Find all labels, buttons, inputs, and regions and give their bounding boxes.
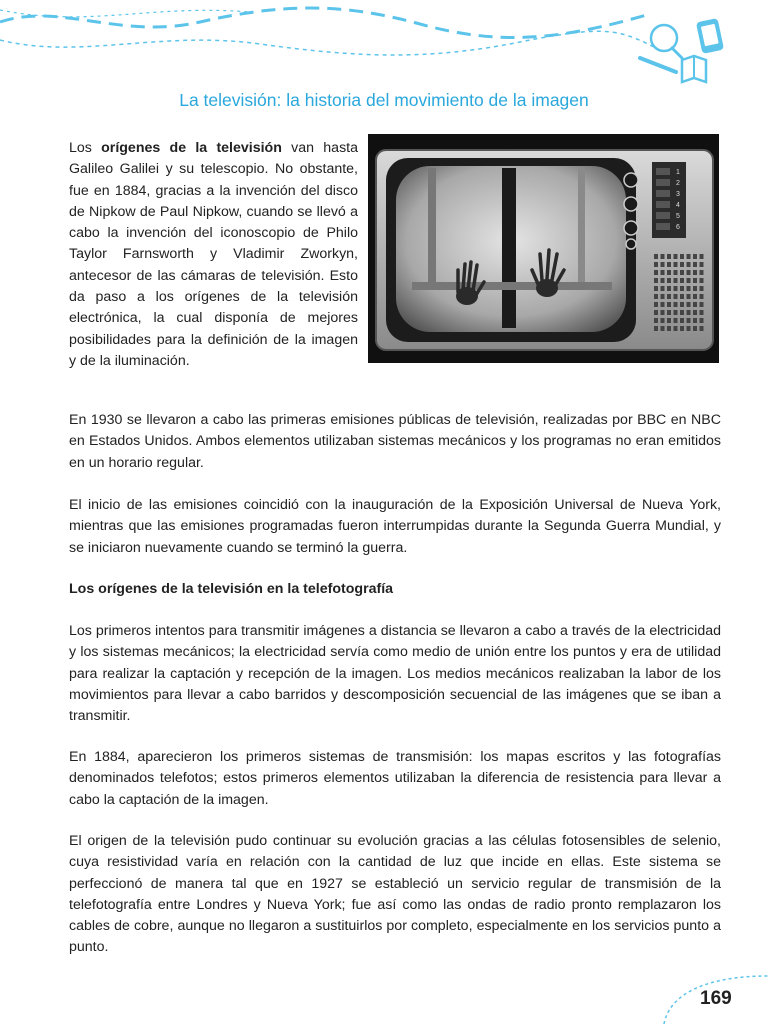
paragraph: El inicio de las emisiones coincidió con la inauguración de la Exposición Universal de Nueva York, mientras que las emisiones programadas fueron interrumpidas durante la Segunda Guerra Mundial, y se iniciaron nuevamente cuando se terminó la guerra. (69, 497, 721, 556)
intro-lead: Los (69, 140, 102, 156)
phone-icon (696, 18, 724, 54)
intro-rest: van hasta Galileo Galilei y su telescopio. No obstante, fue en 1884, gracias a la invención del disco de Nipkow de Paul Nipkow, cuando se llevó a cabo la invención del iconoscopio de Philo Taylor Farnsworth y Vladimir Zworkyn, antecesor de las cámaras de televisión. Esto da paso a los orígenes de la televisión electrónica, la cual disponía de mejores posibilidades para la definición de la imagen y de la iluminación. (69, 140, 358, 369)
section-subheading: Los orígenes de la televisión en la telefotografía (69, 581, 394, 597)
paragraph: El origen de la televisión pudo continuar su evolución gracias a las células fotosensibles de selenio, cuya resistividad varía en relación con la cantidad de luz que incide en ellas. Este sistema se perfeccionó de manera tal que en 1927 se estableció un servicio regular de transmisión de la telefotografía entre Londres y Nueva York; fue así como las ondas de radio pronto remplazaron los cables de cobre, aunque no llegaron a sustituirlos por completo, especialmente en los servicios punto a punto. (69, 833, 721, 956)
page-number: 169 (700, 988, 732, 1009)
book-icon (682, 56, 706, 82)
tv-channel-label: 1 (676, 169, 680, 176)
tv-channel-label: 5 (676, 213, 680, 220)
tv-channel-label: 3 (676, 191, 680, 198)
intro-bold-phrase: orígenes de la televisión (101, 140, 282, 156)
intro-paragraph (69, 138, 358, 372)
paragraph: Los primeros intentos para transmitir imágenes a distancia se llevaron a cabo a través de la electricidad y los sistemas mecánicos; la electricidad servía como medio de unión entre los puntos y era de utilidad para realizar la captación y recepción de la imagen. Los medios mecánicos realizaban la labor de los movimientos para llevar a cabo barridos y descomposición secuencial de las imágenes que se iban a transmitir. (69, 623, 721, 725)
header-wave-decoration (0, 0, 768, 90)
paragraph: En 1884, aparecieron los primeros sistemas de transmisión: los mapas escritos y las fotografías denominados telefotos; estos primeros elementos utilizaban la diferencia de resistencia para llevar a cabo la captación de la imagen. (69, 749, 721, 808)
tv-channel-label: 6 (676, 224, 680, 231)
tv-channel-label: 4 (676, 202, 680, 209)
tv-channel-label: 2 (676, 180, 680, 187)
magnifier-icon (651, 25, 682, 58)
paragraph: En 1930 se llevaron a cabo las primeras emisiones públicas de televisión, realizadas por BBC en NBC en Estados Unidos. Ambos elementos utilizaban sistemas mecánicos y los programas no eran emitidos en un horario regular. (69, 412, 721, 471)
page-title: La televisión: la historia del movimiento de la imagen (179, 90, 589, 110)
retro-tv-photo (368, 134, 719, 363)
pencil-icon (640, 58, 676, 72)
